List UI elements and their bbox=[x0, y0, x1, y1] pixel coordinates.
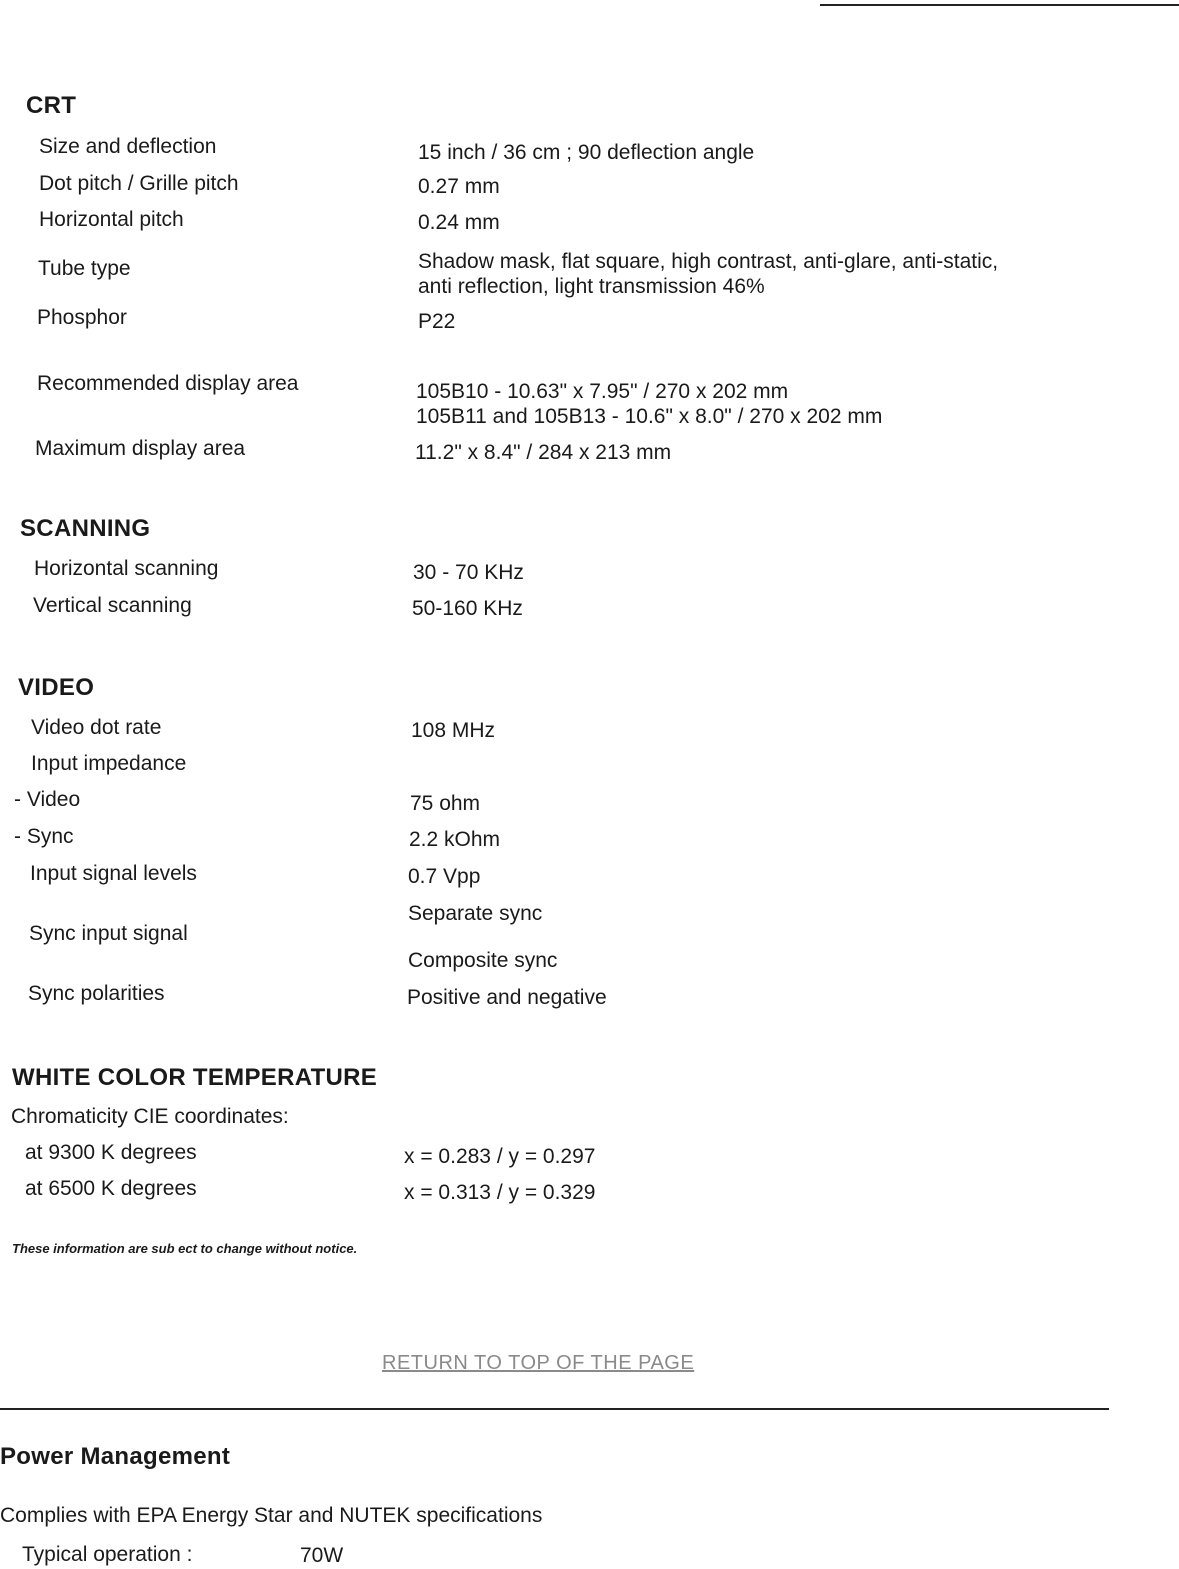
scanning-vertical-value: 50-160 KHz bbox=[412, 597, 523, 620]
video-syncinput-value: Separate sync bbox=[408, 902, 543, 925]
crt-hpitch-label: Horizontal pitch bbox=[39, 208, 184, 231]
crt-recommended-value: 105B10 - 10.63" x 7.95" / 270 x 202 mm bbox=[416, 380, 789, 403]
crt-hpitch-value: 0.24 mm bbox=[418, 211, 500, 234]
video-syncinput-value-2: Composite sync bbox=[408, 949, 558, 972]
crt-tube-value-2: anti reflection, light transmission 46% bbox=[418, 275, 765, 298]
white-9300-label: at 9300 K degrees bbox=[25, 1141, 197, 1164]
scanning-vertical-label: Vertical scanning bbox=[33, 594, 192, 617]
video-dotrate-label: Video dot rate bbox=[31, 716, 162, 739]
white-subheading: Chromaticity CIE coordinates: bbox=[11, 1105, 289, 1128]
video-impedance-label: Input impedance bbox=[31, 752, 187, 775]
crt-size-value: 15 inch / 36 cm ; 90 deflection angle bbox=[418, 141, 755, 164]
top-rule bbox=[820, 4, 1179, 6]
crt-heading: CRT bbox=[26, 92, 77, 119]
scanning-heading: SCANNING bbox=[20, 515, 151, 542]
video-levels-value: 0.7 Vpp bbox=[408, 865, 481, 888]
video-dotrate-value: 108 MHz bbox=[411, 719, 496, 742]
crt-dotpitch-label: Dot pitch / Grille pitch bbox=[39, 172, 239, 195]
crt-maximum-label: Maximum display area bbox=[35, 437, 246, 460]
disclaimer: These information are sub ect to change without notice. bbox=[12, 1241, 358, 1256]
video-syncinput-label: Sync input signal bbox=[29, 922, 188, 945]
crt-tube-label: Tube type bbox=[38, 257, 131, 280]
video-sync-label: - Sync bbox=[14, 825, 74, 848]
return-to-top-link[interactable]: RETURN TO TOP OF THE PAGE bbox=[382, 1352, 695, 1374]
scanning-horizontal-value: 30 - 70 KHz bbox=[413, 561, 524, 584]
video-video-value: 75 ohm bbox=[410, 792, 481, 815]
crt-recommended-value-2: 105B11 and 105B13 - 10.6" x 8.0" / 270 x 202 mm bbox=[416, 405, 883, 428]
video-heading: VIDEO bbox=[18, 674, 95, 701]
section-divider bbox=[0, 1408, 1109, 1410]
white-6500-label: at 6500 K degrees bbox=[25, 1177, 197, 1200]
crt-phosphor-label: Phosphor bbox=[37, 306, 127, 329]
crt-tube-value: Shadow mask, flat square, high contrast, anti-glare, anti-static, bbox=[418, 250, 999, 273]
crt-recommended-label: Recommended display area bbox=[37, 372, 299, 395]
crt-size-label: Size and deflection bbox=[39, 135, 217, 158]
power-typical-value: 70W bbox=[300, 1544, 344, 1567]
video-polarities-value: Positive and negative bbox=[407, 986, 607, 1009]
video-levels-label: Input signal levels bbox=[30, 862, 197, 885]
power-typical-label: Typical operation : bbox=[22, 1543, 193, 1566]
scanning-horizontal-label: Horizontal scanning bbox=[34, 557, 219, 580]
power-heading: Power Management bbox=[0, 1443, 231, 1470]
video-video-label: - Video bbox=[14, 788, 81, 811]
crt-maximum-value: 11.2" x 8.4" / 284 x 213 mm bbox=[415, 441, 672, 464]
video-polarities-label: Sync polarities bbox=[28, 982, 165, 1005]
white-6500-value: x = 0.313 / y = 0.329 bbox=[404, 1181, 596, 1204]
power-intro: Complies with EPA Energy Star and NUTEK specifications bbox=[0, 1504, 543, 1527]
crt-dotpitch-value: 0.27 mm bbox=[418, 175, 500, 198]
white-heading: WHITE COLOR TEMPERATURE bbox=[12, 1064, 378, 1091]
white-9300-value: x = 0.283 / y = 0.297 bbox=[404, 1145, 596, 1168]
crt-phosphor-value: P22 bbox=[418, 310, 456, 333]
video-sync-value: 2.2 kOhm bbox=[409, 828, 501, 851]
